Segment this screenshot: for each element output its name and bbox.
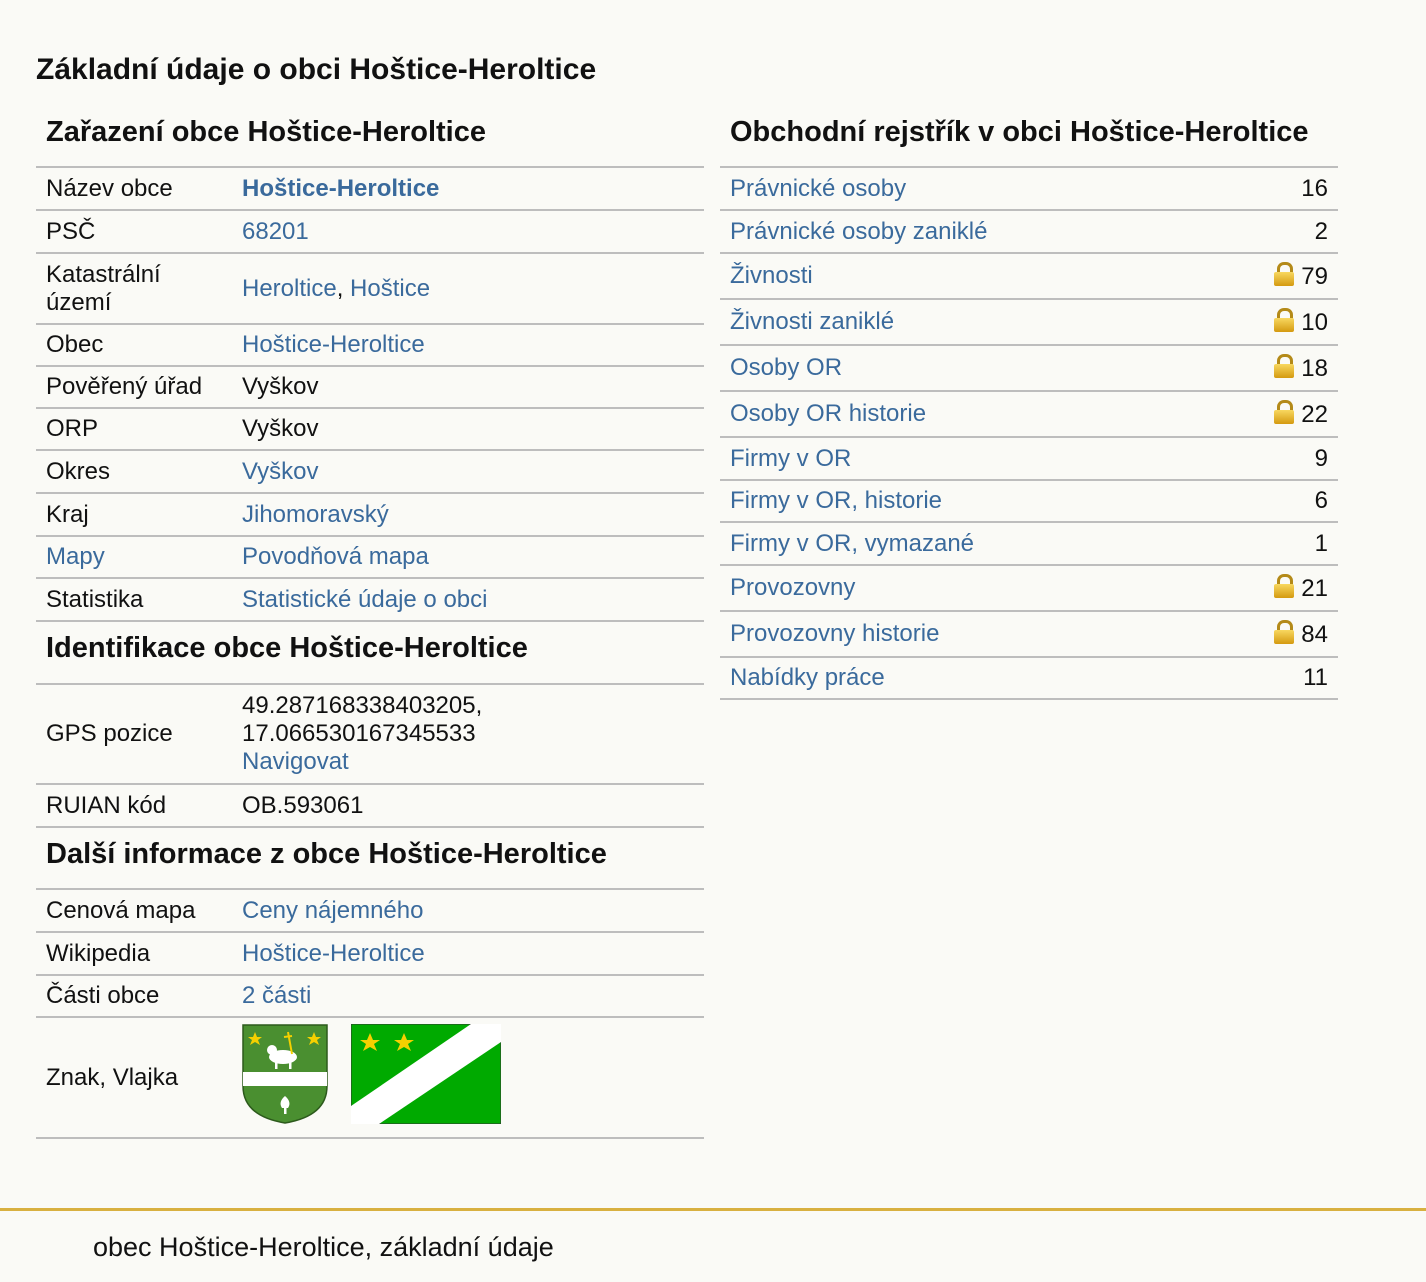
rejstrik-row — [720, 210, 1338, 253]
kraj-link[interactable]: Jihomoravský — [242, 500, 389, 528]
povereny-urad-label: Pověřený úřad — [36, 366, 232, 408]
rejstrik-title: Obchodní rejstřík v obci Hoštice-Heroltice — [720, 110, 1338, 168]
provozovny-historie-link[interactable]: Provozovny historie — [730, 620, 940, 647]
firmy-v-or-link[interactable]: Firmy v OR — [730, 444, 852, 472]
row-obec — [36, 324, 704, 366]
row-ruian — [36, 784, 704, 827]
katastr-separator: , — [336, 274, 351, 302]
page-title: Základní údaje o obci Hoštice-Heroltice — [36, 53, 597, 86]
pravnicke-osoby-zanikle-link[interactable]: Právnické osoby zaniklé — [730, 217, 988, 245]
obec-link[interactable]: Hoštice-Heroltice — [242, 331, 425, 358]
rejstrik-row — [720, 299, 1338, 345]
identifikace-table — [36, 685, 704, 828]
okres-label: Okres — [36, 450, 232, 493]
rejstrik-row — [720, 253, 1338, 299]
provozovny-count: 21 — [1301, 574, 1328, 602]
rejstrik-row — [720, 565, 1338, 611]
zarazeni-title: Zařazení obce Hoštice-Heroltice — [36, 110, 704, 168]
orp-value: Vyškov — [232, 408, 704, 450]
pravnicke-osoby-link[interactable]: Právnické osoby — [730, 174, 907, 202]
casti-obce-label: Části obce — [36, 975, 232, 1017]
zarazeni-table — [36, 168, 704, 622]
povereny-urad-value: Vyškov — [232, 366, 704, 408]
row-nazev — [36, 168, 704, 210]
gps-longitude: 17.066530167345533 — [242, 720, 476, 747]
pravnicke-osoby-zanikle-count: 2 — [1208, 210, 1338, 253]
osoby-or-count: 18 — [1301, 354, 1328, 382]
statistika-label: Statistika — [36, 578, 232, 621]
right-column — [720, 110, 1338, 700]
orp-label: ORP — [36, 408, 232, 450]
obec-label: Obec — [36, 324, 232, 366]
lock-icon — [1274, 308, 1294, 332]
zivnosti-zanikle-count: 10 — [1301, 308, 1328, 336]
rejstrik-row — [720, 168, 1338, 210]
wikipedia-link[interactable]: Hoštice-Heroltice — [242, 939, 425, 967]
left-column — [36, 110, 704, 1139]
nazev-label: Název obce — [36, 168, 232, 210]
rejstrik-row — [720, 345, 1338, 391]
firmy-v-or-historie-count: 6 — [1208, 480, 1338, 522]
lock-icon — [1274, 574, 1294, 598]
dalsi-title: Další informace z obce Hoštice-Heroltice — [36, 828, 704, 890]
row-casti-obce — [36, 975, 704, 1017]
row-katastr — [36, 253, 704, 324]
row-povereny-urad — [36, 366, 704, 408]
rejstrik-row — [720, 611, 1338, 657]
pravnicke-osoby-count: 16 — [1208, 168, 1338, 210]
lock-icon — [1274, 354, 1294, 378]
okres-link[interactable]: Vyškov — [242, 457, 319, 485]
rejstrik-row — [720, 522, 1338, 565]
rejstrik-table — [720, 168, 1338, 700]
footer-divider — [0, 1208, 1426, 1211]
statistika-link[interactable]: Statistické údaje o obci — [242, 585, 488, 613]
casti-obce-link[interactable]: 2 části — [242, 982, 312, 1009]
row-orp — [36, 408, 704, 450]
nabidky-prace-link[interactable]: Nabídky práce — [730, 664, 885, 691]
katastr-link-hostice[interactable]: Hoštice — [350, 274, 431, 302]
row-gps — [36, 685, 704, 784]
row-wikipedia — [36, 932, 704, 975]
lock-icon — [1274, 262, 1294, 286]
firmy-v-or-vymazane-link[interactable]: Firmy v OR, vymazané — [730, 529, 975, 557]
kraj-label: Kraj — [36, 493, 232, 536]
provozovny-historie-count: 84 — [1301, 620, 1328, 648]
coat-of-arms-image[interactable] — [242, 1024, 328, 1124]
navigovat-link[interactable]: Navigovat — [242, 748, 349, 775]
rejstrik-row — [720, 391, 1338, 437]
firmy-v-or-vymazane-count: 1 — [1208, 522, 1338, 565]
katastr-link-heroltice[interactable]: Heroltice — [242, 274, 337, 302]
ruian-value: OB.593061 — [232, 784, 704, 827]
rejstrik-row — [720, 437, 1338, 480]
ruian-label: RUIAN kód — [36, 784, 232, 827]
nazev-link[interactable]: Hoštice-Heroltice — [242, 174, 440, 202]
osoby-or-link[interactable]: Osoby OR — [730, 354, 843, 381]
katastr-label: Katastrální území — [36, 253, 232, 324]
firmy-v-or-historie-link[interactable]: Firmy v OR, historie — [730, 487, 943, 514]
gps-latitude: 49.287168338403205, — [242, 692, 483, 719]
row-cenova-mapa — [36, 890, 704, 932]
lock-icon — [1274, 620, 1294, 644]
psc-label: PSČ — [36, 210, 232, 253]
zivnosti-zanikle-link[interactable]: Živnosti zaniklé — [730, 308, 895, 335]
wikipedia-label: Wikipedia — [36, 932, 232, 975]
rejstrik-row — [720, 657, 1338, 699]
row-psc — [36, 210, 704, 253]
zivnosti-link[interactable]: Živnosti — [730, 262, 813, 289]
ceny-najemneho-link[interactable]: Ceny nájemného — [242, 896, 424, 924]
row-kraj — [36, 493, 704, 536]
lock-icon — [1274, 400, 1294, 424]
znak-vlajka-label: Znak, Vlajka — [36, 1017, 232, 1138]
row-okres — [36, 450, 704, 493]
nabidky-prace-count: 11 — [1208, 657, 1338, 699]
psc-link[interactable]: 68201 — [242, 217, 309, 245]
row-statistika — [36, 578, 704, 621]
firmy-v-or-count: 9 — [1208, 437, 1338, 480]
osoby-or-historie-link[interactable]: Osoby OR historie — [730, 400, 927, 427]
povodnova-mapa-link[interactable]: Povodňová mapa — [242, 543, 429, 570]
cenova-mapa-label: Cenová mapa — [36, 890, 232, 932]
row-mapy — [36, 536, 704, 578]
gps-label: GPS pozice — [36, 685, 232, 784]
rejstrik-row — [720, 480, 1338, 522]
footer-caption: obec Hoštice-Heroltice, základní údaje — [93, 1232, 554, 1262]
row-znak-vlajka — [36, 1017, 704, 1138]
flag-image[interactable] — [351, 1024, 501, 1124]
identifikace-title: Identifikace obce Hoštice-Heroltice — [36, 622, 704, 685]
mapy-link[interactable]: Mapy — [46, 543, 105, 570]
dalsi-table — [36, 890, 704, 1139]
zivnosti-count: 79 — [1301, 262, 1328, 290]
provozovny-link[interactable]: Provozovny — [730, 574, 856, 601]
osoby-or-historie-count: 22 — [1301, 400, 1328, 428]
